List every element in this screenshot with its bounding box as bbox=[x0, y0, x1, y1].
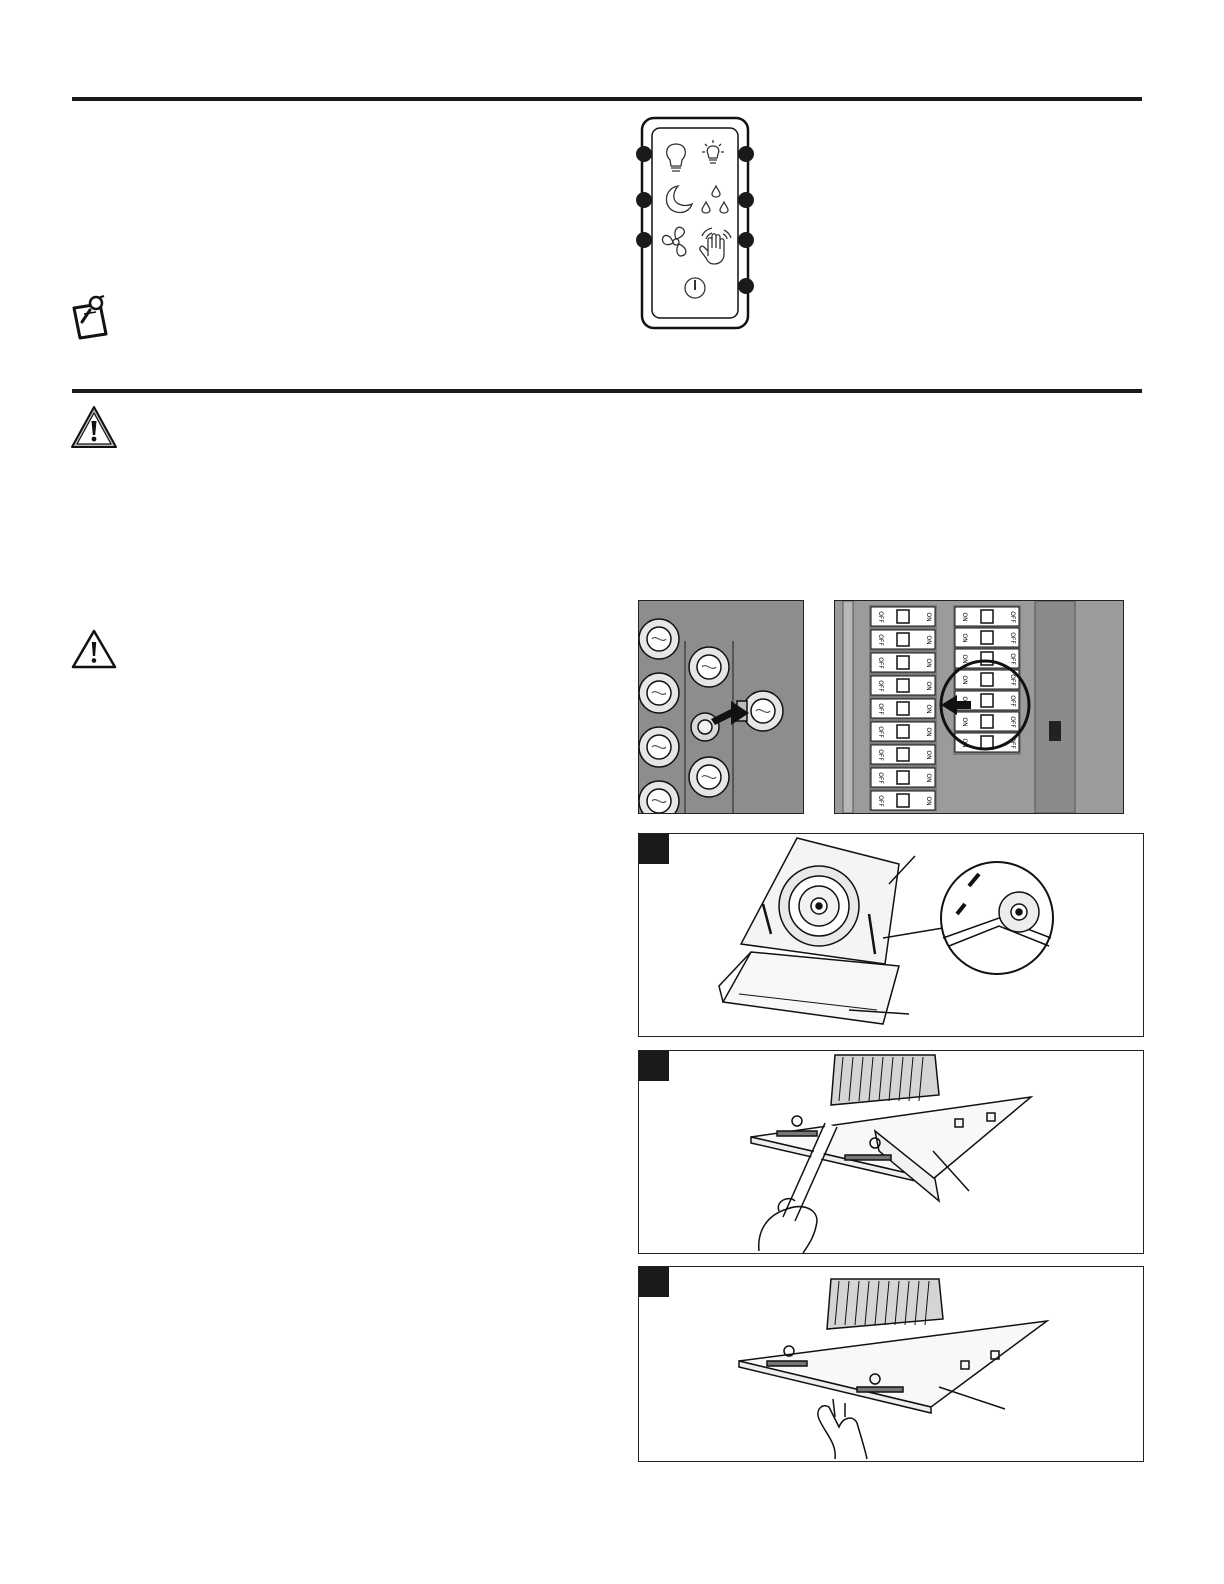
step-badge-3 bbox=[639, 1267, 669, 1297]
breaker-switch bbox=[871, 607, 935, 626]
step-figure-1 bbox=[638, 833, 1144, 1037]
breaker-label: ON bbox=[925, 635, 932, 645]
breaker-label: ON bbox=[925, 796, 932, 806]
breaker-label: ON bbox=[925, 704, 932, 714]
breaker-label: ON bbox=[961, 717, 968, 727]
breaker-switch bbox=[955, 607, 1019, 626]
breaker-switch bbox=[871, 676, 935, 695]
breaker-switch bbox=[955, 712, 1019, 731]
breaker-switch bbox=[955, 628, 1019, 647]
breaker-label: OFF bbox=[877, 703, 884, 715]
step-badge-2 bbox=[639, 1051, 669, 1081]
breaker-label: ON bbox=[961, 738, 968, 748]
breaker-label: OFF bbox=[1009, 674, 1016, 686]
breaker-switch bbox=[871, 768, 935, 787]
breaker-label: OFF bbox=[1009, 611, 1016, 623]
breaker-label: ON bbox=[925, 727, 932, 737]
breaker-label: ON bbox=[961, 675, 968, 685]
breaker-switch bbox=[871, 630, 935, 649]
breaker-label: ON bbox=[925, 658, 932, 668]
breaker-label: ON bbox=[925, 773, 932, 783]
note-icon bbox=[70, 294, 112, 342]
breaker-switch bbox=[871, 791, 935, 810]
breaker-label: ON bbox=[925, 612, 932, 622]
breaker-switch bbox=[871, 745, 935, 764]
breaker-panel-figure bbox=[834, 600, 1124, 814]
breaker-switch bbox=[871, 699, 935, 718]
breaker-label: OFF bbox=[877, 726, 884, 738]
step-figure-2 bbox=[638, 1050, 1144, 1254]
breaker-label: ON bbox=[961, 633, 968, 643]
breaker-label: OFF bbox=[1009, 632, 1016, 644]
breaker-label: OFF bbox=[877, 657, 884, 669]
breaker-label: OFF bbox=[877, 749, 884, 761]
step-badge-1 bbox=[639, 834, 669, 864]
caution-icon bbox=[70, 628, 118, 670]
breaker-label: ON bbox=[925, 750, 932, 760]
breaker-switch bbox=[871, 653, 935, 672]
breaker-label: OFF bbox=[877, 634, 884, 646]
breaker-label: OFF bbox=[877, 772, 884, 784]
warning-icon bbox=[70, 405, 118, 449]
breaker-label: OFF bbox=[1009, 716, 1016, 728]
breaker-label: ON bbox=[961, 612, 968, 622]
section-rule-top bbox=[72, 97, 1142, 101]
breaker-label: OFF bbox=[1009, 653, 1016, 665]
breaker-label: OFF bbox=[877, 611, 884, 623]
breaker-label: OFF bbox=[1009, 737, 1016, 749]
breaker-label: ON bbox=[925, 681, 932, 691]
breaker-label: OFF bbox=[877, 795, 884, 807]
fuse-box-figure bbox=[638, 600, 804, 814]
breaker-label: ON bbox=[961, 654, 968, 664]
breaker-label: OFF bbox=[877, 680, 884, 692]
breaker-label: OFF bbox=[1009, 695, 1016, 707]
remote-control-figure bbox=[634, 116, 756, 332]
breaker-switch bbox=[871, 722, 935, 741]
breaker-switch bbox=[955, 670, 1019, 689]
step-figure-3 bbox=[638, 1266, 1144, 1462]
section-rule-middle bbox=[72, 389, 1142, 393]
